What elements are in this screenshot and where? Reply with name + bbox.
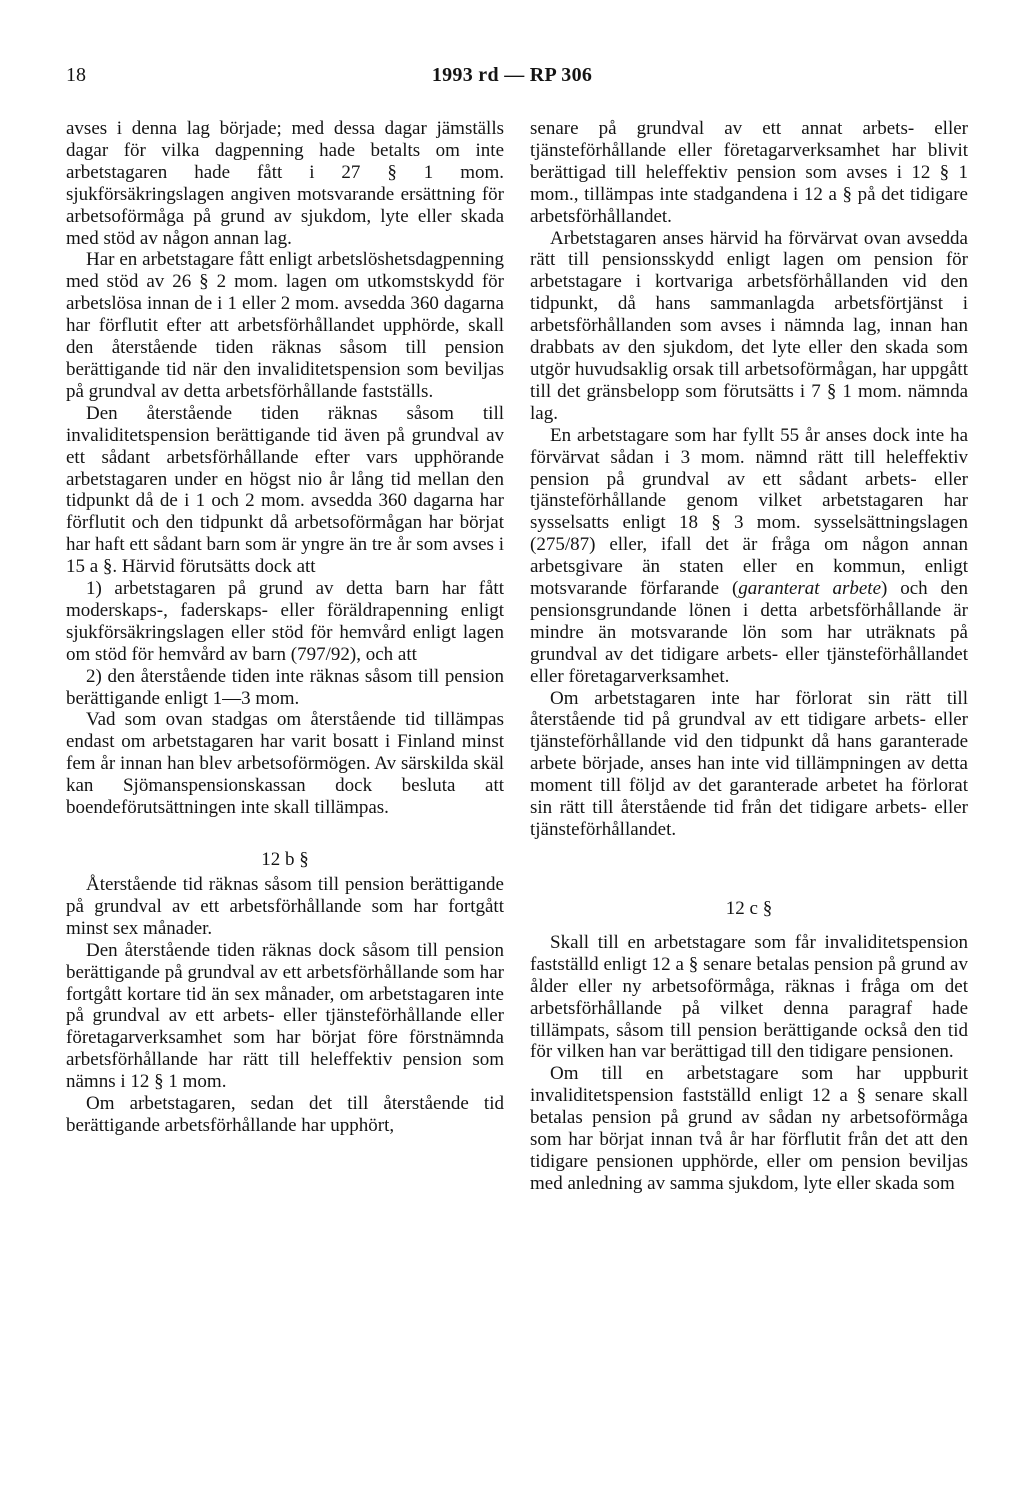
left-column	[66, 118, 504, 1137]
paragraph	[530, 425, 968, 688]
page-header	[0, 64, 1024, 94]
paragraph: 1) arbetstagaren på grund av detta barn har fått moderskaps-, faderskaps- eller föräldrapenning enligt sjukförsäkringslagen eller stöd för hemvård enligt lagen om stöd för hemvård av barn (797/92), och att	[66, 578, 504, 665]
section-heading-12c: 12 c §	[725, 897, 773, 919]
document-title: 1993 rd — RP 306	[431, 64, 593, 86]
paragraph: Om till en arbetstagare som har uppburit invaliditetspension fastställd enligt 12 a § senare skall betalas pension på grund av sådan ny arbetsoförmåga som har börjat innan två år har förflutit från det att den tidigare pensionen upphörde, eller om pension beviljas med anledning av samma sjukdom, lyte eller skada som	[530, 1063, 968, 1194]
paragraph: avses i denna lag började; med dessa dagar jämställs dagar för vilka dagpenning hade betalts om inte arbetstagaren hade fått i 27 § 1 mom. sjukförsäkringslagen angiven motsvarande ersättning för arbetsoförmåga på grund av sjukdom, lyte eller skada med stöd av någon annan lag.	[66, 118, 504, 249]
page-number: 18	[66, 64, 86, 86]
paragraph-text: En arbetstagare som har fyllt 55 år anses dock inte ha förvärvat sådan i 3 mom. nämnd rätt till heleffektiv pension på grundval av ett sådant arbets- eller tjänsteförhållande genom vilket arbetstagaren har sysselsatts enligt 18 § 3 mom. sysselsättningslagen (275/87) eller, ifall det är fråga om någon annan arbetsgivare än staten eller en kommun, enligt motsvarande förfarande (	[530, 424, 968, 600]
paragraph: 2) den återstående tiden inte räknas såsom till pension berättigande enligt 1—3 mom.	[66, 665, 504, 709]
paragraph: Vad som ovan stadgas om återstående tid tillämpas endast om arbetstagaren har varit bosatt i Finland minst fem år innan han blev arbetsoförmögen. Av särskilda skäl kan Sjömanspensionskassan dock besluta att boendeförutsättningen inte skall tillämpas.	[66, 709, 504, 819]
paragraph: Den återstående tiden räknas dock såsom till pension berättigande på grundval av ett arbetsförhållande som har fortgått kortare tid än sex månader, om arbetstagaren inte på grundval av ett arbets- eller tjänsteförhållande eller företagarverksamhet som har börjat före förstnämnda arbetsförhållande har rätt till heleffektiv pension som nämns i 12 § 1 mom.	[66, 939, 504, 1093]
paragraph: Skall till en arbetstagare som får invaliditetspension fastställd enligt 12 a § senare betalas pension på grund av ålder eller ny arbetsoförmåga, räknas i fråga om det arbetsförhållande på vilket denna paragraf hade tillämpats, såsom till pension berättigande också den tid för vilken han var berättigad till den tidigare pensionen.	[530, 931, 968, 1063]
italic-term: garanterat arbete	[738, 578, 882, 600]
paragraph: Den återstående tiden räknas såsom till invaliditetspension berättigande tid även på grundval av ett sådant arbetsförhållande efter vars upphörande arbetstagaren under en högst nio år lång tid mellan den tidpunkt då de i 1 och 2 mom. avsedda 360 dagarna har förflutit och den tidpunkt då arbetsoförmågan har börjat har haft ett sådant barn som är yngre än tre år som avses i 15 a §. Härvid förutsätts dock att	[66, 402, 504, 578]
paragraph: Arbetstagaren anses härvid ha förvärvat ovan avsedda rätt till pensionsskydd enligt lagen om pension för arbetstagare i kortvariga arbetsförhållanden vid den tidpunkt, då hans sammanlagda arbetsförtjänst i arbetsförhållanden som avses i nämnda lag, innan han drabbats av den sjukdom, det lyte eller den skada som utgör huvudsaklig orsak till arbetsoförmågan, har uppgått till det gränsbelopp som förutsätts i 7 § 1 mom. nämnda lag.	[530, 227, 968, 424]
paragraph-text: ) och den pensionsgrundande lönen i detta arbetsförhållande är mindre än motsvarande lön som har uträknats på grundval av det tidigare arbets- eller tjänsteförhållandet eller företagarverksamhet.	[530, 578, 968, 687]
right-column	[530, 118, 968, 1195]
paragraph: Om arbetstagaren, sedan det till återstående tid berättigande arbetsförhållande har upphört,	[66, 1093, 504, 1136]
paragraph: Återstående tid räknas såsom till pension berättigande på grundval av ett arbetsförhållande som har fortgått minst sex månader.	[66, 874, 504, 939]
paragraph: Om arbetstagaren inte har förlorat sin rätt till återstående tid på grundval av ett tidigare arbets- eller tjänsteförhållande vid den tidpunkt då hans garanterade arbete började, anses han inte vid tillämpningen av detta moment till följd av det garanterade arbetet ha förlorat sin rätt till återstående tid från det tidigare arbets- eller tjänsteförhållandet.	[530, 687, 968, 840]
paragraph: senare på grundval av ett annat arbets- eller tjänsteförhållande eller företagarverksamhet har blivit berättigad till heleffektiv pension som avses i 12 § 1 mom., tillämpas inte stadgandena i 12 a § på det tidigare arbetsförhållandet.	[530, 118, 968, 227]
section-heading-12b: 12 b §	[261, 849, 309, 870]
paragraph: Har en arbetstagare fått enligt arbetslöshetsdagpenning med stöd av 26 § 2 mom. lagen om utkomstskydd för arbetslösa innan de i 1 eller 2 mom. avsedda 360 dagarna har förflutit efter att arbetsförhållandet upphörde, skall den återstående tiden räknas såsom till pension berättigande tid när den invaliditetspension som beviljas på grundval av detta arbetsförhållande fastställs.	[66, 249, 504, 402]
